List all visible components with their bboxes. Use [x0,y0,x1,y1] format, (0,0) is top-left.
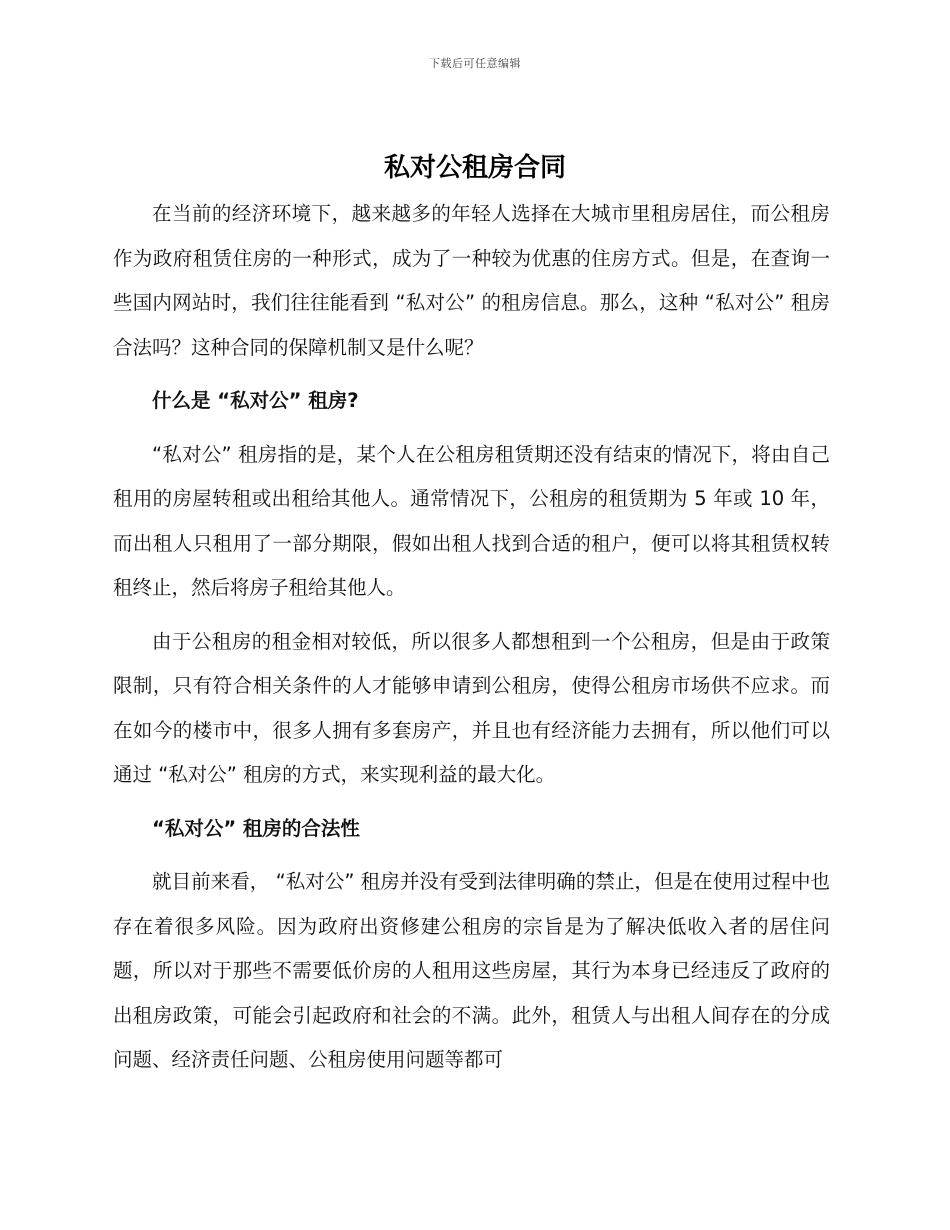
spacer [113,370,830,379]
spacer [113,851,830,860]
spacer [113,611,830,620]
document-title: 私对公租房合同 [383,153,566,183]
legality-paragraph: 就目前来看， “私对公” 租房并没有受到法律明确的禁止，但是在使用过程中也存在着很多风险。因为政府出资修建公租房的宗旨是为了解决低收入者的居住问题，所以对于那些不需要低价房的人租用这些房屋，其行为本身已经违反了政府的出租房政策，可能会引起政府和社会的不满。此外，租赁人与出租人间存在的分成问题、经济责任问题、公租房使用问题等都可 [113,870,830,1071]
definition-paragraph: “私对公” 租房指的是，某个人在公租房租赁期还没有结束的情况下，将由自己租用的房屋转租或出租给其他人。通常情况下，公租房的租赁期为 5 年或 10 年，而出租人只租用了一部分期限，假如出租人找到合适的租户，便可以将其租赁权转租终止，然后将房子租给其他人。 [113,442,830,599]
intro-paragraph: 在当前的经济环境下，越来越多的年轻人选择在大城市里租房居住，而公租房作为政府租赁住房的一种形式，成为了一种较为优惠的住房方式。但是，在查询一些国内网站时，我们往往能看到 “私对公” 的租房信息。那么，这种 “私对公” 租房合法吗？这种合同的保障机制又是什么呢？ [113,202,830,359]
section-heading-what-is: 什么是 “私对公” 租房? [152,389,359,412]
spacer [113,798,830,807]
document-body [113,192,830,1083]
section-heading-legality: “私对公” 租房的合法性 [152,816,360,840]
reason-paragraph: 由于公租房的租金相对较低，所以很多人都想租到一个公租房，但是由于政策限制，只有符合相关条件的人才能够申请到公租房，使得公租房市场供不应求。而在如今的楼市中，很多人拥有多套房产，并且也有经济能力去拥有，所以他们可以通过 “私对公” 租房的方式，来实现利益的最大化。 [113,629,830,786]
header-note: 下载后可任意编辑 [429,57,521,70]
spacer [113,424,830,433]
